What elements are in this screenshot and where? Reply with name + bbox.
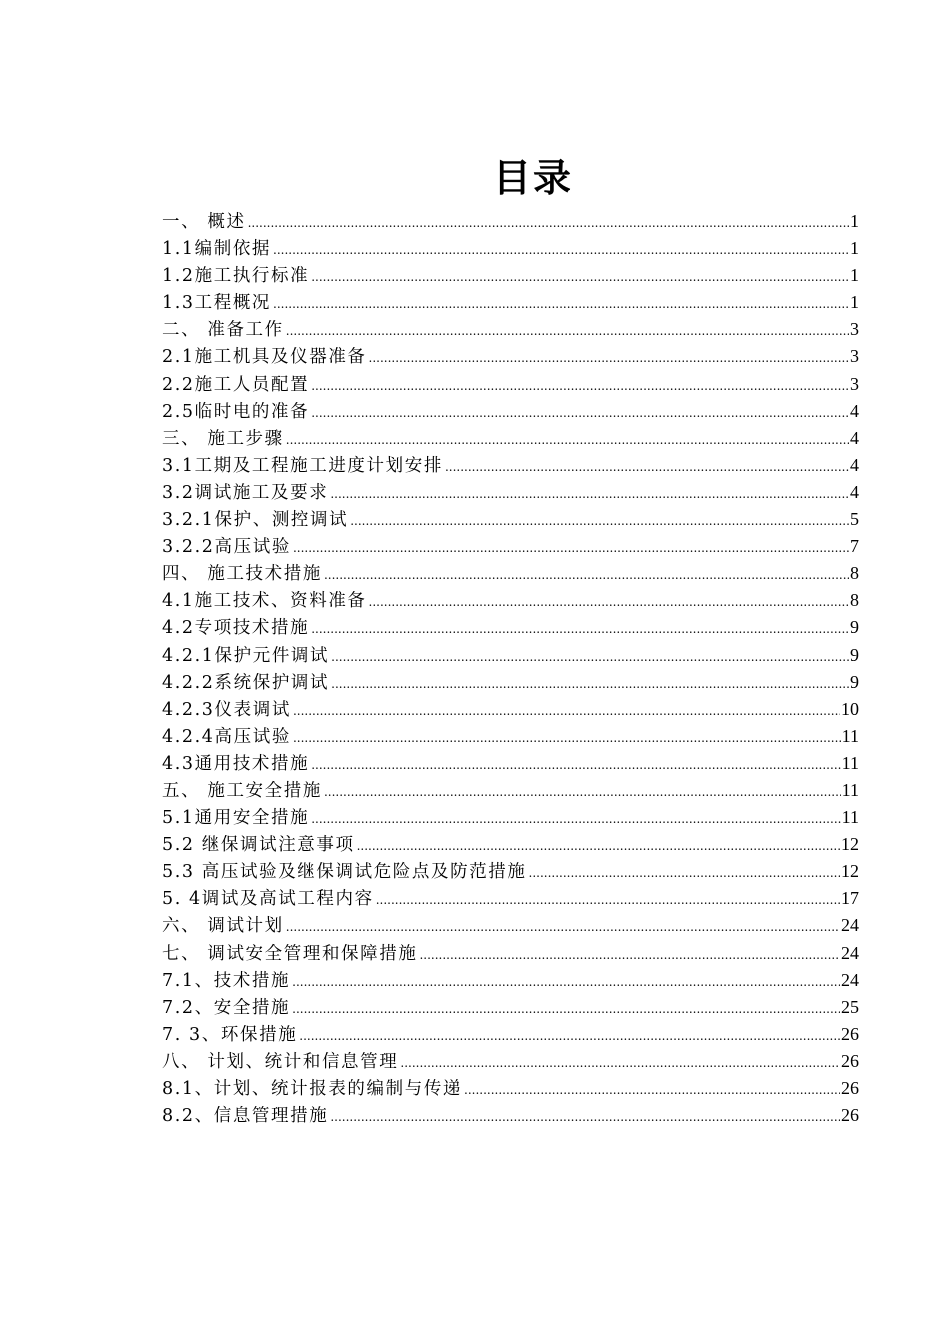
toc-page-number: 4 (850, 400, 859, 421)
toc-entry[interactable] (162, 506, 859, 533)
toc-dot-leader (311, 616, 849, 643)
toc-entry-title: 4.2.4高压试验 (162, 726, 291, 747)
toc-dot-leader (299, 1023, 840, 1050)
toc-dot-leader (293, 535, 849, 562)
toc-page-number: 26 (841, 1078, 859, 1098)
toc-dot-leader (419, 942, 840, 969)
toc-dot-leader (286, 318, 849, 345)
toc-page-number: 25 (841, 996, 859, 1017)
toc-page-number: 12 (841, 861, 859, 882)
toc-entry[interactable] (162, 831, 859, 858)
toc-page-number: 26 (841, 1023, 859, 1044)
toc-entry-title: 4.1施工技术、资料准备 (162, 591, 367, 612)
toc-entry-title: 2.5临时电的准备 (162, 401, 310, 422)
toc-dot-leader (311, 806, 840, 833)
toc-page-number: 11 (841, 752, 859, 773)
toc-page-number: 8 (850, 590, 859, 611)
toc-dot-leader (292, 969, 840, 996)
toc-entry[interactable] (162, 1075, 859, 1102)
toc-dot-leader (330, 1104, 840, 1131)
toc-entry-title: 1.3工程概况 (162, 293, 272, 314)
toc-page-number: 9 (850, 644, 859, 665)
toc-entry[interactable] (162, 533, 859, 560)
toc-page-number: 4 (850, 427, 859, 448)
toc-entry-title: 1.1编制依据 (162, 239, 272, 260)
toc-entry-title: 4.2.3仪表调试 (162, 699, 291, 720)
toc-dot-leader (376, 887, 840, 914)
toc-dot-leader (331, 671, 849, 698)
toc-entry[interactable] (162, 994, 859, 1021)
toc-dot-leader (357, 833, 840, 860)
toc-page-number: 12 (841, 834, 859, 855)
toc-dot-leader (286, 914, 840, 941)
toc-page-number: 11 (841, 807, 859, 828)
toc-entry-title: 2.1施工机具及仪器准备 (162, 347, 367, 368)
toc-entry-title: 八、 计划、统计和信息管理 (162, 1051, 399, 1072)
toc-page-number: 26 (841, 1105, 859, 1126)
toc-entry[interactable] (162, 696, 859, 723)
toc-entry-title: 3.2调试施工及要求 (162, 482, 329, 503)
toc-dot-leader (324, 562, 849, 589)
toc-entry-title: 3.1工期及工程施工进度计划安排 (162, 455, 443, 476)
toc-dot-leader (311, 373, 849, 400)
toc-entry[interactable] (162, 669, 859, 696)
toc-entry-title: 五、 施工安全措施 (162, 780, 322, 801)
toc-entry[interactable] (162, 614, 859, 641)
toc-page-number: 3 (850, 373, 859, 394)
toc-entry[interactable] (162, 885, 859, 912)
toc-page-number: 9 (850, 671, 859, 692)
toc-dot-leader (311, 752, 840, 779)
toc-entry[interactable] (162, 208, 859, 235)
toc-entry[interactable] (162, 1021, 859, 1048)
toc-dot-leader (369, 589, 849, 616)
toc-dot-leader (529, 860, 841, 887)
toc-dot-leader (293, 725, 841, 752)
toc-entry[interactable] (162, 452, 859, 479)
toc-dot-leader (330, 481, 849, 508)
toc-page-number: 17 (841, 888, 859, 909)
toc-entry-title: 3.2.1保护、测控调试 (162, 510, 349, 531)
toc-entry[interactable] (162, 235, 859, 262)
toc-entry[interactable] (162, 398, 859, 425)
toc-entry-title: 5.1通用安全措施 (162, 808, 310, 829)
toc-entry[interactable] (162, 425, 859, 452)
toc-entry[interactable] (162, 371, 859, 398)
toc-entry-title: 7.1、技术措施 (162, 970, 291, 991)
toc-entry[interactable] (162, 1102, 859, 1129)
toc-entry[interactable] (162, 289, 859, 316)
toc-entry-title: 4.3通用技术措施 (162, 753, 310, 774)
toc-entry[interactable] (162, 560, 859, 587)
toc-entry-title: 4.2专项技术措施 (162, 618, 310, 639)
toc-entry[interactable] (162, 723, 859, 750)
toc-entry-title: 4.2.1保护元件调试 (162, 645, 330, 666)
toc-entry[interactable] (162, 316, 859, 343)
toc-entry[interactable] (162, 262, 859, 289)
toc-page-number: 5 (850, 509, 859, 530)
toc-entry[interactable] (162, 343, 859, 370)
toc-entry[interactable] (162, 940, 859, 967)
toc-dot-leader (286, 427, 849, 454)
toc-dot-leader (248, 210, 849, 237)
toc-entry[interactable] (162, 858, 859, 885)
toc-entry-title: 2.2施工人员配置 (162, 374, 310, 395)
toc-entry-title: 七、 调试安全管理和保障措施 (162, 943, 418, 964)
toc-page-number: 11 (841, 725, 859, 746)
table-of-contents (162, 208, 859, 1129)
toc-entry[interactable] (162, 750, 859, 777)
toc-dot-leader (324, 779, 841, 806)
toc-entry-title: 二、 准备工作 (162, 320, 284, 341)
toc-entry-title: 3.2.2高压试验 (162, 537, 291, 558)
toc-entry-title: 1.2施工执行标准 (162, 266, 310, 287)
toc-page-number: 3 (850, 319, 859, 340)
toc-entry[interactable] (162, 642, 859, 669)
toc-dot-leader (350, 508, 849, 535)
toc-page-number: 4 (850, 481, 859, 502)
toc-entry[interactable] (162, 1048, 859, 1075)
toc-page-number: 3 (850, 346, 859, 367)
toc-dot-leader (369, 345, 849, 372)
toc-entry-title: 四、 施工技术措施 (162, 564, 322, 585)
toc-entry-title: 8.1、计划、统计报表的编制与传递 (162, 1079, 463, 1099)
toc-entry[interactable] (162, 967, 859, 994)
toc-page-number: 1 (850, 211, 859, 231)
toc-dot-leader (311, 264, 849, 291)
toc-dot-leader (331, 644, 849, 671)
toc-dot-leader (293, 698, 840, 725)
toc-page-number: 24 (841, 942, 859, 963)
toc-dot-leader (311, 400, 849, 427)
toc-page-number: 9 (850, 617, 859, 638)
toc-entry[interactable] (162, 804, 859, 831)
toc-entry-title: 7.2、安全措施 (162, 997, 291, 1018)
toc-entry-title: 六、 调试计划 (162, 916, 284, 937)
toc-entry-title: 7. 3、环保措施 (162, 1024, 298, 1045)
toc-entry[interactable] (162, 587, 859, 614)
toc-entry-title: 一、 概述 (162, 212, 246, 232)
toc-entry[interactable] (162, 777, 859, 804)
toc-page-number: 1 (850, 292, 859, 313)
toc-page-number: 4 (850, 454, 859, 475)
toc-entry-title: 三、 施工步骤 (162, 428, 284, 449)
page-title: 目录 (492, 156, 573, 200)
toc-page-number: 26 (841, 1050, 859, 1071)
toc-entry[interactable] (162, 912, 859, 939)
toc-dot-leader (445, 454, 849, 481)
toc-entry-title: 8.2、信息管理措施 (162, 1106, 329, 1127)
toc-page-number: 10 (841, 698, 859, 719)
toc-page-number: 8 (850, 563, 859, 584)
toc-page-number: 11 (841, 779, 859, 800)
toc-entry-title: 5.3 高压试验及继保调试危险点及防范措施 (162, 862, 527, 883)
toc-dot-leader (273, 237, 849, 264)
toc-dot-leader (273, 291, 849, 318)
toc-entry-title: 5.2 继保调试注意事项 (162, 835, 355, 856)
toc-page-number: 7 (850, 536, 859, 557)
toc-page-number: 24 (841, 915, 859, 936)
toc-dot-leader (464, 1077, 840, 1104)
toc-entry[interactable] (162, 479, 859, 506)
toc-page-number: 24 (841, 969, 859, 990)
toc-dot-leader (400, 1050, 840, 1077)
toc-dot-leader (292, 996, 840, 1023)
toc-entry-title: 4.2.2系统保护调试 (162, 672, 330, 693)
toc-entry-title: 5. 4调试及高试工程内容 (162, 889, 374, 910)
toc-page-number: 1 (850, 265, 859, 286)
toc-page-number: 1 (850, 238, 859, 259)
